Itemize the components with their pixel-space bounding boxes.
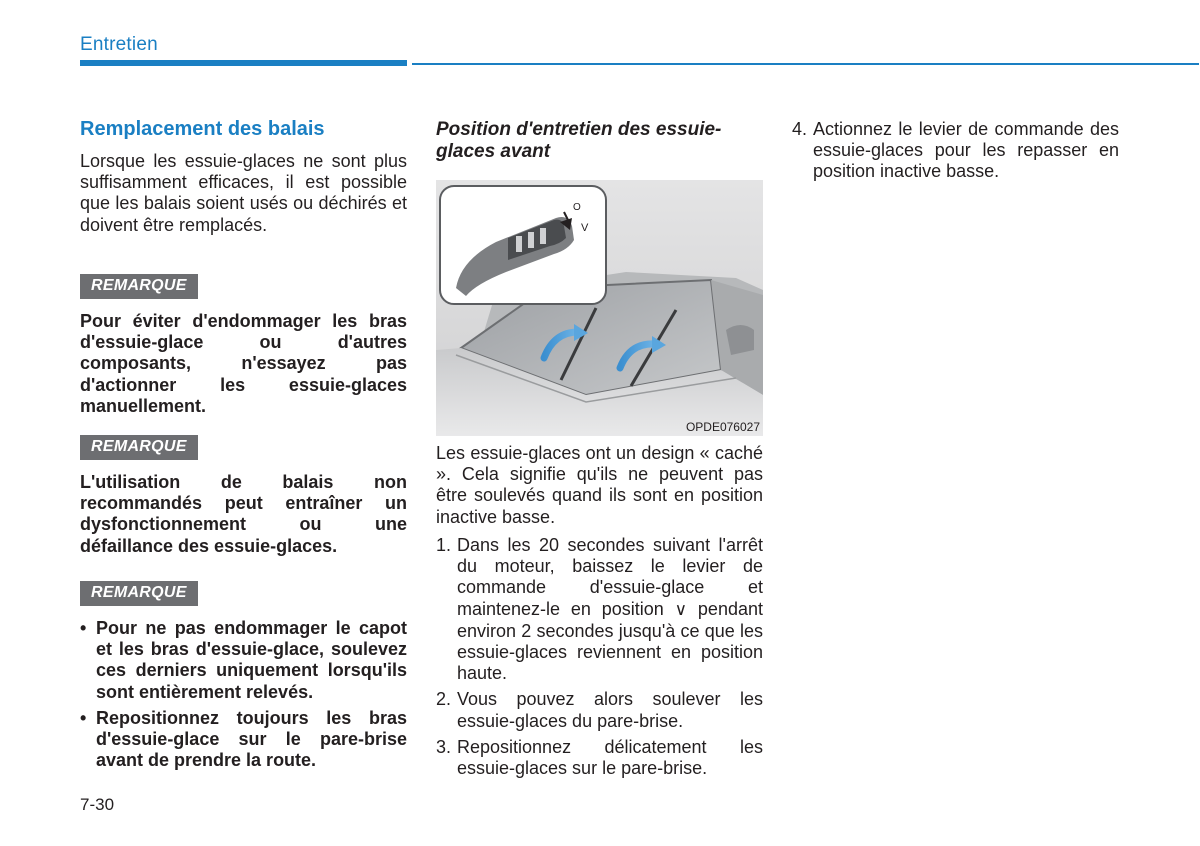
- remarque-badge: REMARQUE: [80, 274, 198, 299]
- step-text: Actionnez le levier de commande des essuie-glaces pour les repasser en position inactive basse.: [813, 119, 1119, 182]
- lever-label-top: O: [573, 202, 581, 213]
- step-number: 4.: [792, 119, 808, 139]
- intro-paragraph: Lorsque les essuie-glaces ne sont plus suffisamment efficaces, il est possible que les balais soient usés ou déchirés et doivent être remplacés.: [80, 151, 407, 235]
- step-text: pendant environ 2 secondes jusqu'à ce que les essuie-glaces reviennent en position haute.: [457, 598, 763, 684]
- note-text-1: Pour éviter d'endommager les bras d'essuie-glace ou d'autres composants, n'essayez pas d'actionner les essuie-glaces manuellement.: [80, 311, 407, 416]
- subheading-service-position: Position d'entretien des essuie-glaces avant: [436, 119, 722, 162]
- note-text-2: L'utilisation de balais non recommandés peut entraîner un dysfonctionnement ou une défaillance des essuie-glaces.: [80, 472, 407, 556]
- list-item: [792, 119, 1119, 183]
- step-number: 2.: [436, 689, 452, 710]
- wiper-illustration: [436, 180, 763, 436]
- note-badge-1: [80, 274, 198, 299]
- note-badge-3: [80, 581, 198, 606]
- steps-list-continued: [792, 119, 1119, 188]
- heading-blade-replacement: Remplacement des balais: [80, 118, 325, 140]
- remarque-badge: REMARQUE: [80, 581, 198, 606]
- hidden-design-paragraph: Les essuie-glaces ont un design « caché ». Cela signifie qu'ils ne peuvent pas être soulevés quand ils sont en position inactive basse.: [436, 443, 763, 527]
- list-item: • Pour ne pas endommager le capot et les bras d'essuie-glace, soulevez ces derniers uniquement lorsqu'ils sont entièrement relevés.: [80, 618, 407, 703]
- remarque-badge: REMARQUE: [80, 435, 198, 460]
- list-item: [436, 535, 763, 684]
- header-rule-thick: [80, 60, 407, 66]
- header-rule-thin: [412, 63, 1199, 65]
- list-item: • Repositionnez toujours les bras d'essuie-glace sur le pare-brise avant de prendre la route.: [80, 708, 407, 772]
- steps-list: [436, 535, 763, 784]
- note-bullets-3: [80, 618, 407, 776]
- list-item: [436, 737, 763, 779]
- wiper-mist-symbol: ∨: [674, 599, 688, 620]
- list-item: [436, 689, 763, 731]
- page-number: 7-30: [80, 795, 115, 814]
- section-title: Entretien: [80, 34, 158, 55]
- figure-caption: OPDE076027: [685, 420, 760, 434]
- step-text: Vous pouvez alors soulever les essuie-glaces du pare-brise.: [457, 689, 763, 731]
- step-text: Repositionnez délicatement les essuie-glaces sur le pare-brise.: [457, 736, 763, 779]
- step-number: 3.: [436, 736, 452, 757]
- step-text: Dans les 20 secondes suivant l'arrêt du moteur, baissez le levier de commande d'essuie-glace et maintenez-le en position: [457, 535, 763, 619]
- car-windshield-illustration: [436, 180, 763, 436]
- lever-label-bottom: V: [581, 222, 589, 234]
- step-number: 1.: [436, 535, 452, 555]
- note-badge-2: [80, 435, 198, 460]
